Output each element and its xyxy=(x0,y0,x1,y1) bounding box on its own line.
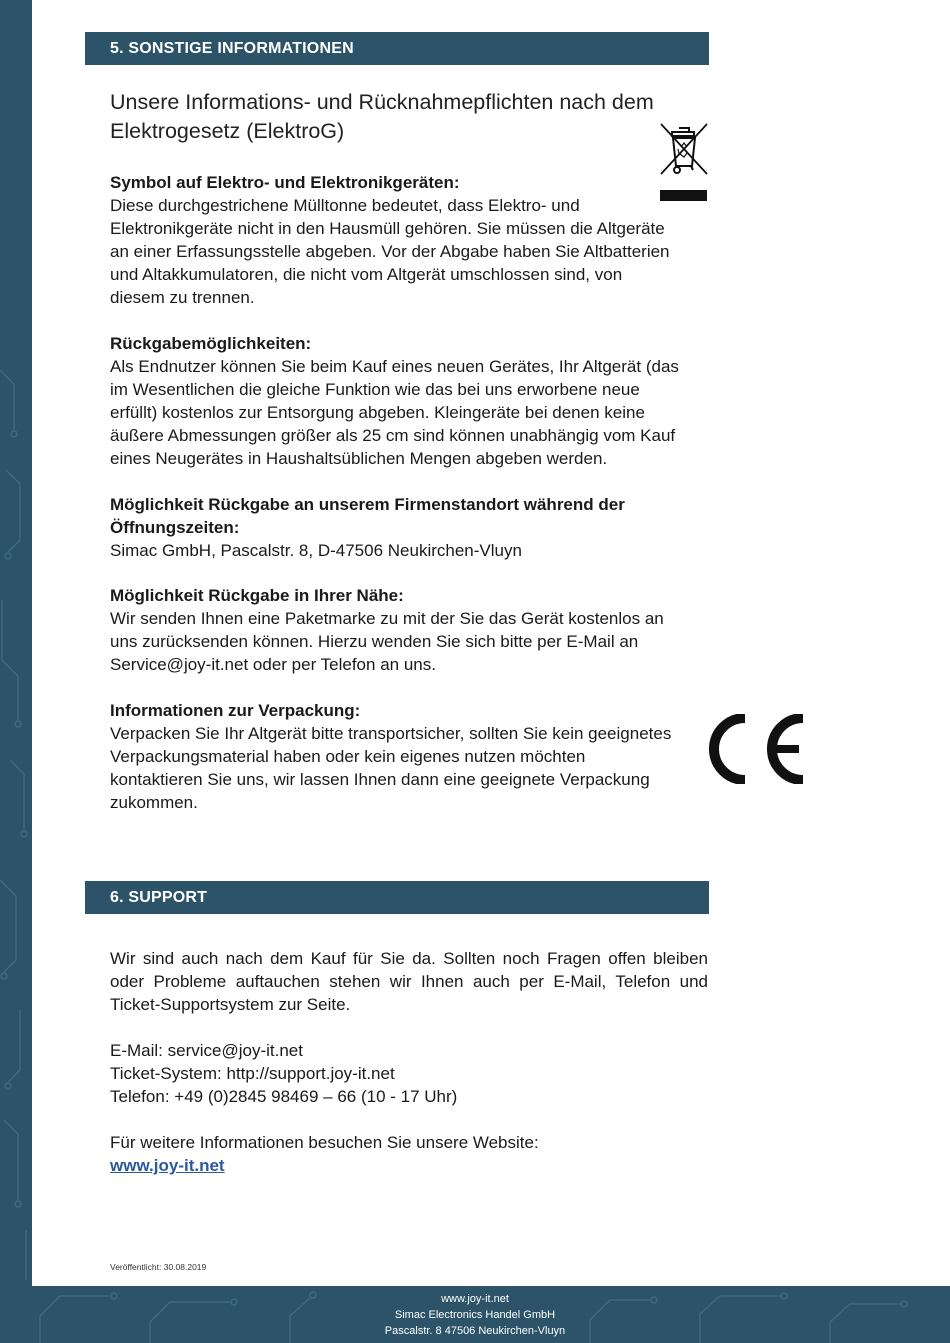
return-options-block xyxy=(110,332,710,470)
return-options-line: äußere Abmessungen größer als 25 cm sind können unabhängig vom Kauf xyxy=(110,426,676,445)
symbol-block-line: diesem zu trennen. xyxy=(110,288,255,307)
nearby-return-line: Wir senden Ihnen eine Paketmarke zu mit der Sie das Gerät kostenlos an xyxy=(110,609,664,628)
symbol-block xyxy=(110,171,710,309)
symbol-block-title: Symbol auf Elektro- und Elektronikgeräten: xyxy=(110,173,460,192)
return-options-line: Als Endnutzer können Sie beim Kauf eines neuen Gerätes, Ihr Altgerät (das xyxy=(110,357,679,376)
packaging-title: Informationen zur Verpackung: xyxy=(110,701,361,720)
side-decoration-band xyxy=(0,0,32,1343)
symbol-block-line: Elektronikgeräte nicht in den Hausmüll gehören. Sie müssen die Altgeräte xyxy=(110,219,665,238)
ce-mark-icon xyxy=(707,714,807,784)
packaging-line: Verpackungsmaterial haben oder kein eigenes nutzen möchten xyxy=(110,747,586,766)
symbol-block-line: Diese durchgestrichene Mülltonne bedeutet, dass Elektro- und xyxy=(110,196,580,215)
elektrog-heading-line-2: Elektrogesetz (ElektroG) xyxy=(110,119,345,143)
support-intro: Wir sind auch nach dem Kauf für Sie da. Sollten noch Fragen offen bleiben oder Probleme auftauchen stehen wir Ihnen auch per E-Mail, Telefon und Ticket-Supportsystem zur Seite. xyxy=(110,949,708,1014)
company-return-title-line-2: Öffnungszeiten: xyxy=(110,518,240,537)
return-options-line: erfüllt) kostenlos zur Entsorgung abgeben. Kleingeräte bei denen keine xyxy=(110,403,645,422)
company-return-title-line-1: Möglichkeit Rückgabe an unserem Firmenstandort während der xyxy=(110,495,625,514)
support-email: E-Mail: service@joy-it.net xyxy=(110,1041,303,1060)
return-options-line: im Wesentlichen die gleiche Funktion wie das bei uns erworbene neue xyxy=(110,380,640,399)
return-options-line: eines Neugerätes in Haushaltsüblichen Mengen abgeben werden. xyxy=(110,449,608,468)
elektrog-heading-line-1: Unsere Informations- und Rücknahmepflichten nach dem xyxy=(110,90,654,114)
more-info-text: Für weitere Informationen besuchen Sie unsere Website: xyxy=(110,1133,539,1152)
packaging-block xyxy=(110,699,710,814)
footer-text xyxy=(0,1291,950,1339)
publication-date: Veröffentlicht: 30.08.2019 xyxy=(110,1262,207,1272)
support-phone: Telefon: +49 (0)2845 98469 – 66 (10 - 17 Uhr) xyxy=(110,1087,458,1106)
footer-website: www.joy-it.net xyxy=(441,1293,509,1305)
section-5-title: 5. SONSTIGE INFORMATIONEN xyxy=(110,40,354,57)
nearby-return-title: Möglichkeit Rückgabe in Ihrer Nähe: xyxy=(110,586,404,605)
website-link[interactable]: www.joy-it.net xyxy=(110,1156,225,1175)
company-address: Simac GmbH, Pascalstr. 8, D-47506 Neukirchen-Vluyn xyxy=(110,541,522,560)
nearby-return-line: uns zurücksenden können. Hierzu wenden Sie sich bitte per E-Mail an xyxy=(110,632,639,651)
packaging-line: zukommen. xyxy=(110,793,198,812)
page-footer xyxy=(0,1286,950,1343)
packaging-line: Verpacken Sie Ihr Altgerät bitte transportsicher, sollten Sie kein geeignetes xyxy=(110,724,672,743)
footer-company: Simac Electronics Handel GmbH xyxy=(394,1309,556,1321)
nearby-return-block xyxy=(110,584,710,676)
nearby-return-line: Service@joy-it.net oder per Telefon an uns. xyxy=(110,655,436,674)
section-5-header-bar xyxy=(85,32,709,65)
section-6-header-bar xyxy=(85,881,709,914)
circuit-pattern-decoration xyxy=(0,0,32,1343)
symbol-block-line: an einer Erfassungsstelle abgeben. Vor der Abgabe haben Sie Altbatterien xyxy=(110,242,670,261)
packaging-line: kontaktieren Sie uns, wir lassen Ihnen dann eine geeignete Verpackung xyxy=(110,770,650,789)
return-options-title: Rückgabemöglichkeiten: xyxy=(110,334,312,353)
symbol-block-line: und Altakkumulatoren, die nicht vom Altgerät umschlossen sind, von xyxy=(110,265,623,284)
company-return-block xyxy=(110,493,710,562)
support-ticket-system: Ticket-System: http://support.joy-it.net xyxy=(110,1064,395,1083)
support-block xyxy=(110,947,708,1177)
footer-address: Pascalstr. 8 47506 Neukirchen-Vluyn xyxy=(384,1325,566,1337)
section-6-title: 6. SUPPORT xyxy=(110,889,208,906)
elektrog-heading xyxy=(110,88,700,146)
